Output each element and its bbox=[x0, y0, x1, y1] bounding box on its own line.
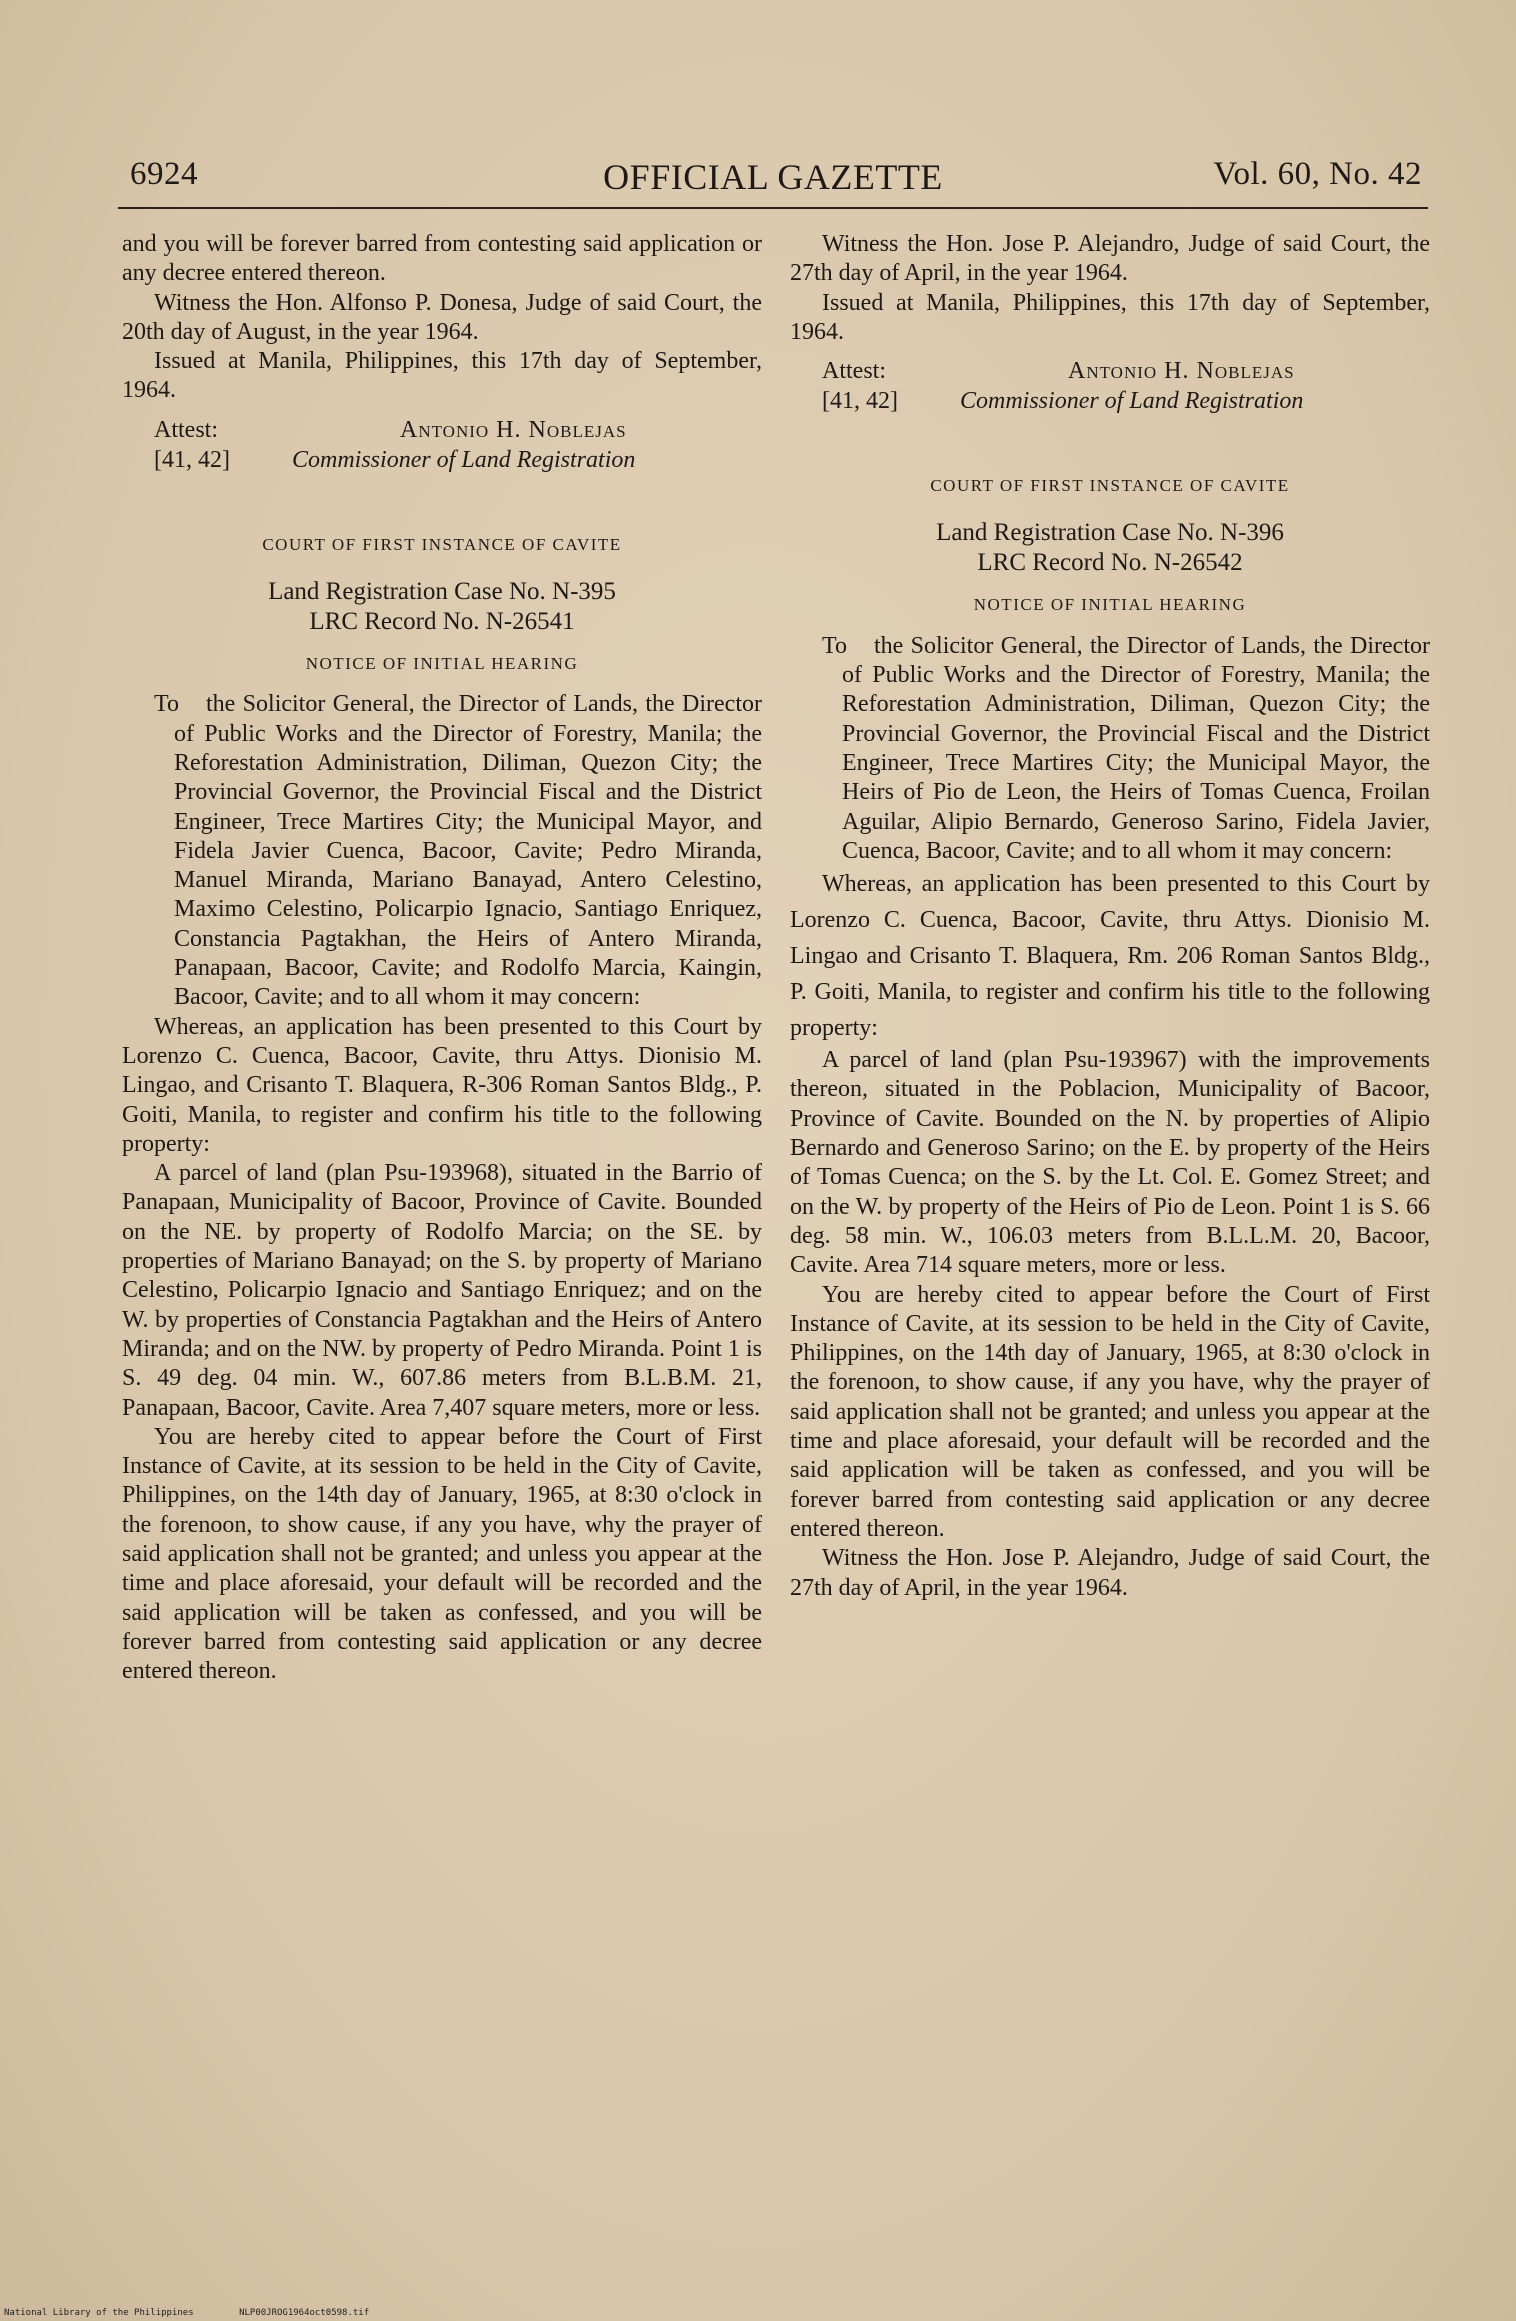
scan-footer bbox=[4, 2308, 409, 2318]
issue-reference: [41, 42] bbox=[154, 446, 230, 473]
publication-title: OFFICIAL GAZETTE bbox=[603, 157, 943, 197]
to-label: To bbox=[154, 691, 179, 718]
notice-heading: NOTICE OF INITIAL HEARING bbox=[973, 595, 1247, 615]
signatory-name: Antonio H. Noblejas bbox=[1068, 358, 1295, 385]
case-number: Land Registration Case No. N-396 bbox=[936, 519, 1284, 547]
attest-label: Attest: bbox=[822, 358, 886, 385]
page-number: 6924 bbox=[130, 156, 198, 192]
attestation bbox=[122, 416, 762, 446]
signatory-line bbox=[790, 387, 1430, 417]
notice-heading: NOTICE OF INITIAL HEARING bbox=[305, 654, 579, 674]
addressee-block bbox=[790, 632, 1430, 866]
left-column bbox=[122, 230, 762, 1686]
attest-label: Attest: bbox=[154, 416, 218, 443]
court-heading: COURT OF FIRST INSTANCE OF CAVITE bbox=[262, 534, 622, 554]
paragraph: You are hereby cited to appear before the Court of First Instance of Cavite, at its session to be held in the City of Cavite, Philippines, on the 14th day of January, 1965, at 8:30 o'clock in the forenoon, to show cause, if any you have, why the prayer of said application shall not be granted; and unless you appear at the time and place aforesaid, your default will be recorded and the said application will be taken as confessed, and you will be forever barred from contesting said application or any decree entered thereon. bbox=[122, 1423, 762, 1685]
paragraph: Whereas, an application has been presented to this Court by Lorenzo C. Cuenca, Bacoor, Cavite, thru Attys. Dionisio M. Lingao and Crisanto T. Blaquera, Rm. 206 Roman Santos Bldg., P. Goiti, Manila, to register and confirm his title to the following property: bbox=[790, 871, 1430, 1042]
page-header bbox=[118, 152, 1428, 202]
signatory-role: Commissioner of Land Registration bbox=[292, 446, 636, 473]
addressee-text: the Solicitor General, the Director of Lands, the Director of Public Works and the Director of Forestry, Manila; the Reforestation Administration, Diliman, Quezon City; the Provincial Governor, the Provincial Fiscal and the District Engineer, Trece Martires City; the Municipal Mayor, the Heirs of Pio de Leon, the Heirs of Tomas Cuenca, Froilan Aguilar, Alipio Bernardo, Generoso Sarino, Fidela Javier, Cuenca, Bacoor, Cavite; and to all whom it may concern: bbox=[842, 632, 1430, 864]
issue-reference: [41, 42] bbox=[822, 388, 898, 415]
case-number: Land Registration Case No. N-395 bbox=[268, 578, 616, 606]
paragraph: and you will be forever barred from contesting said application or any decree entered thereon. bbox=[122, 231, 762, 287]
to-label: To bbox=[822, 632, 847, 659]
paragraph: Whereas, an application has been presented to this Court by Lorenzo C. Cuenca, Bacoor, Cavite, thru Attys. Dionisio M. Lingao, and Crisanto T. Blaquera, R-306 Roman Santos Bldg., P. Goiti, Manila, to register and confirm his title to the following property: bbox=[122, 1013, 762, 1157]
record-number: LRC Record No. N-26542 bbox=[977, 549, 1243, 577]
signatory-line bbox=[122, 446, 762, 476]
paragraph: Witness the Hon. Jose P. Alejandro, Judge of said Court, the 27th day of April, in the year 1964. bbox=[790, 231, 1430, 287]
paragraph: Witness the Hon. Alfonso P. Donesa, Judge of said Court, the 20th day of August, in the year 1964. bbox=[122, 289, 762, 345]
signatory-name: Antonio H. Noblejas bbox=[400, 416, 627, 443]
record-number: LRC Record No. N-26541 bbox=[309, 608, 575, 636]
right-column bbox=[790, 230, 1430, 1603]
volume-number: Vol. 60, No. 42 bbox=[1213, 156, 1422, 192]
paragraph: A parcel of land (plan Psu-193968), situated in the Barrio of Panapaan, Municipality of Bacoor, Province of Cavite. Bounded on the NE. by property of Rodolfo Marcia; on the SE. by properties of Mariano Banayad; on the S. by property of Mariano Celestino, Policarpio Ignacio and Santiago Enriquez; and on the W. by properties of Constancia Pagtakhan and the Heirs of Antero Miranda; and on the NW. by property of Pedro Miranda. Point 1 is S. 49 deg. 04 min. W., 607.86 meters from B.L.B.M. 21, Panapaan, Bacoor, Cavite. Area 7,407 square meters, more or less. bbox=[122, 1160, 762, 1421]
signatory-role: Commissioner of Land Registration bbox=[960, 388, 1304, 415]
addressee-block bbox=[122, 690, 762, 1012]
attestation bbox=[790, 357, 1430, 387]
addressee-text: the Solicitor General, the Director of Lands, the Director of Public Works and the Director of Forestry, Manila; the Reforestation Administration, Diliman, Quezon City; the Provincial Governor, the Provincial Fiscal and the District Engineer, Trece Martires City; the Municipal Mayor, and Fidela Javier Cuenca, Bacoor, Cavite; Pedro Miranda, Manuel Miranda, Mariano Banayad, Antero Celestino, Maximo Celestino, Policarpio Ignacio, Santiago Enriquez, Constancia Pagtakhan, the Heirs of Antero Miranda, Panapaan, Bacoor, Cavite; and Rodolfo Marcia, Kaingin, Bacoor, Cavite; and to all whom it may concern: bbox=[174, 691, 762, 1011]
footer-file: NLP00JROG1964oct0598.tif bbox=[239, 2308, 370, 2318]
header-rule bbox=[118, 207, 1428, 209]
paragraph: Issued at Manila, Philippines, this 17th day of September, 1964. bbox=[790, 289, 1430, 345]
paragraph: A parcel of land (plan Psu-193967) with the improvements thereon, situated in the Poblacion, Municipality of Bacoor, Province of Cavite. Bounded on the N. by properties of Alipio Bernardo and Generoso Sarino; on the E. by property of the Heirs of Tomas Cuenca; on the S. by the Lt. Col. E. Gomez Street; and on the W. by property of the Heirs of Pio de Leon. Point 1 is S. 66 deg. 58 min. W., 106.03 meters from B.L.L.M. 20, Bacoor, Cavite. Area 714 square meters, more or less. bbox=[790, 1047, 1430, 1279]
paragraph: Witness the Hon. Jose P. Alejandro, Judge of said Court, the 27th day of April, in the year 1964. bbox=[790, 1545, 1430, 1601]
court-heading: COURT OF FIRST INSTANCE OF CAVITE bbox=[930, 476, 1290, 496]
paragraph: Issued at Manila, Philippines, this 17th day of September, 1964. bbox=[122, 348, 762, 404]
paragraph: You are hereby cited to appear before the Court of First Instance of Cavite, at its session to be held in the City of Cavite, Philippines, on the 14th day of January, 1965, at 8:30 o'clock in the forenoon, to show cause, if any you have, why the prayer of said application shall not be granted; and unless you appear at the time and place aforesaid, your default will be recorded and the said application will be taken as confessed, and you will be forever barred from contesting said application or any decree entered thereon. bbox=[790, 1281, 1430, 1542]
footer-source: National Library of the Philippines bbox=[4, 2308, 194, 2318]
